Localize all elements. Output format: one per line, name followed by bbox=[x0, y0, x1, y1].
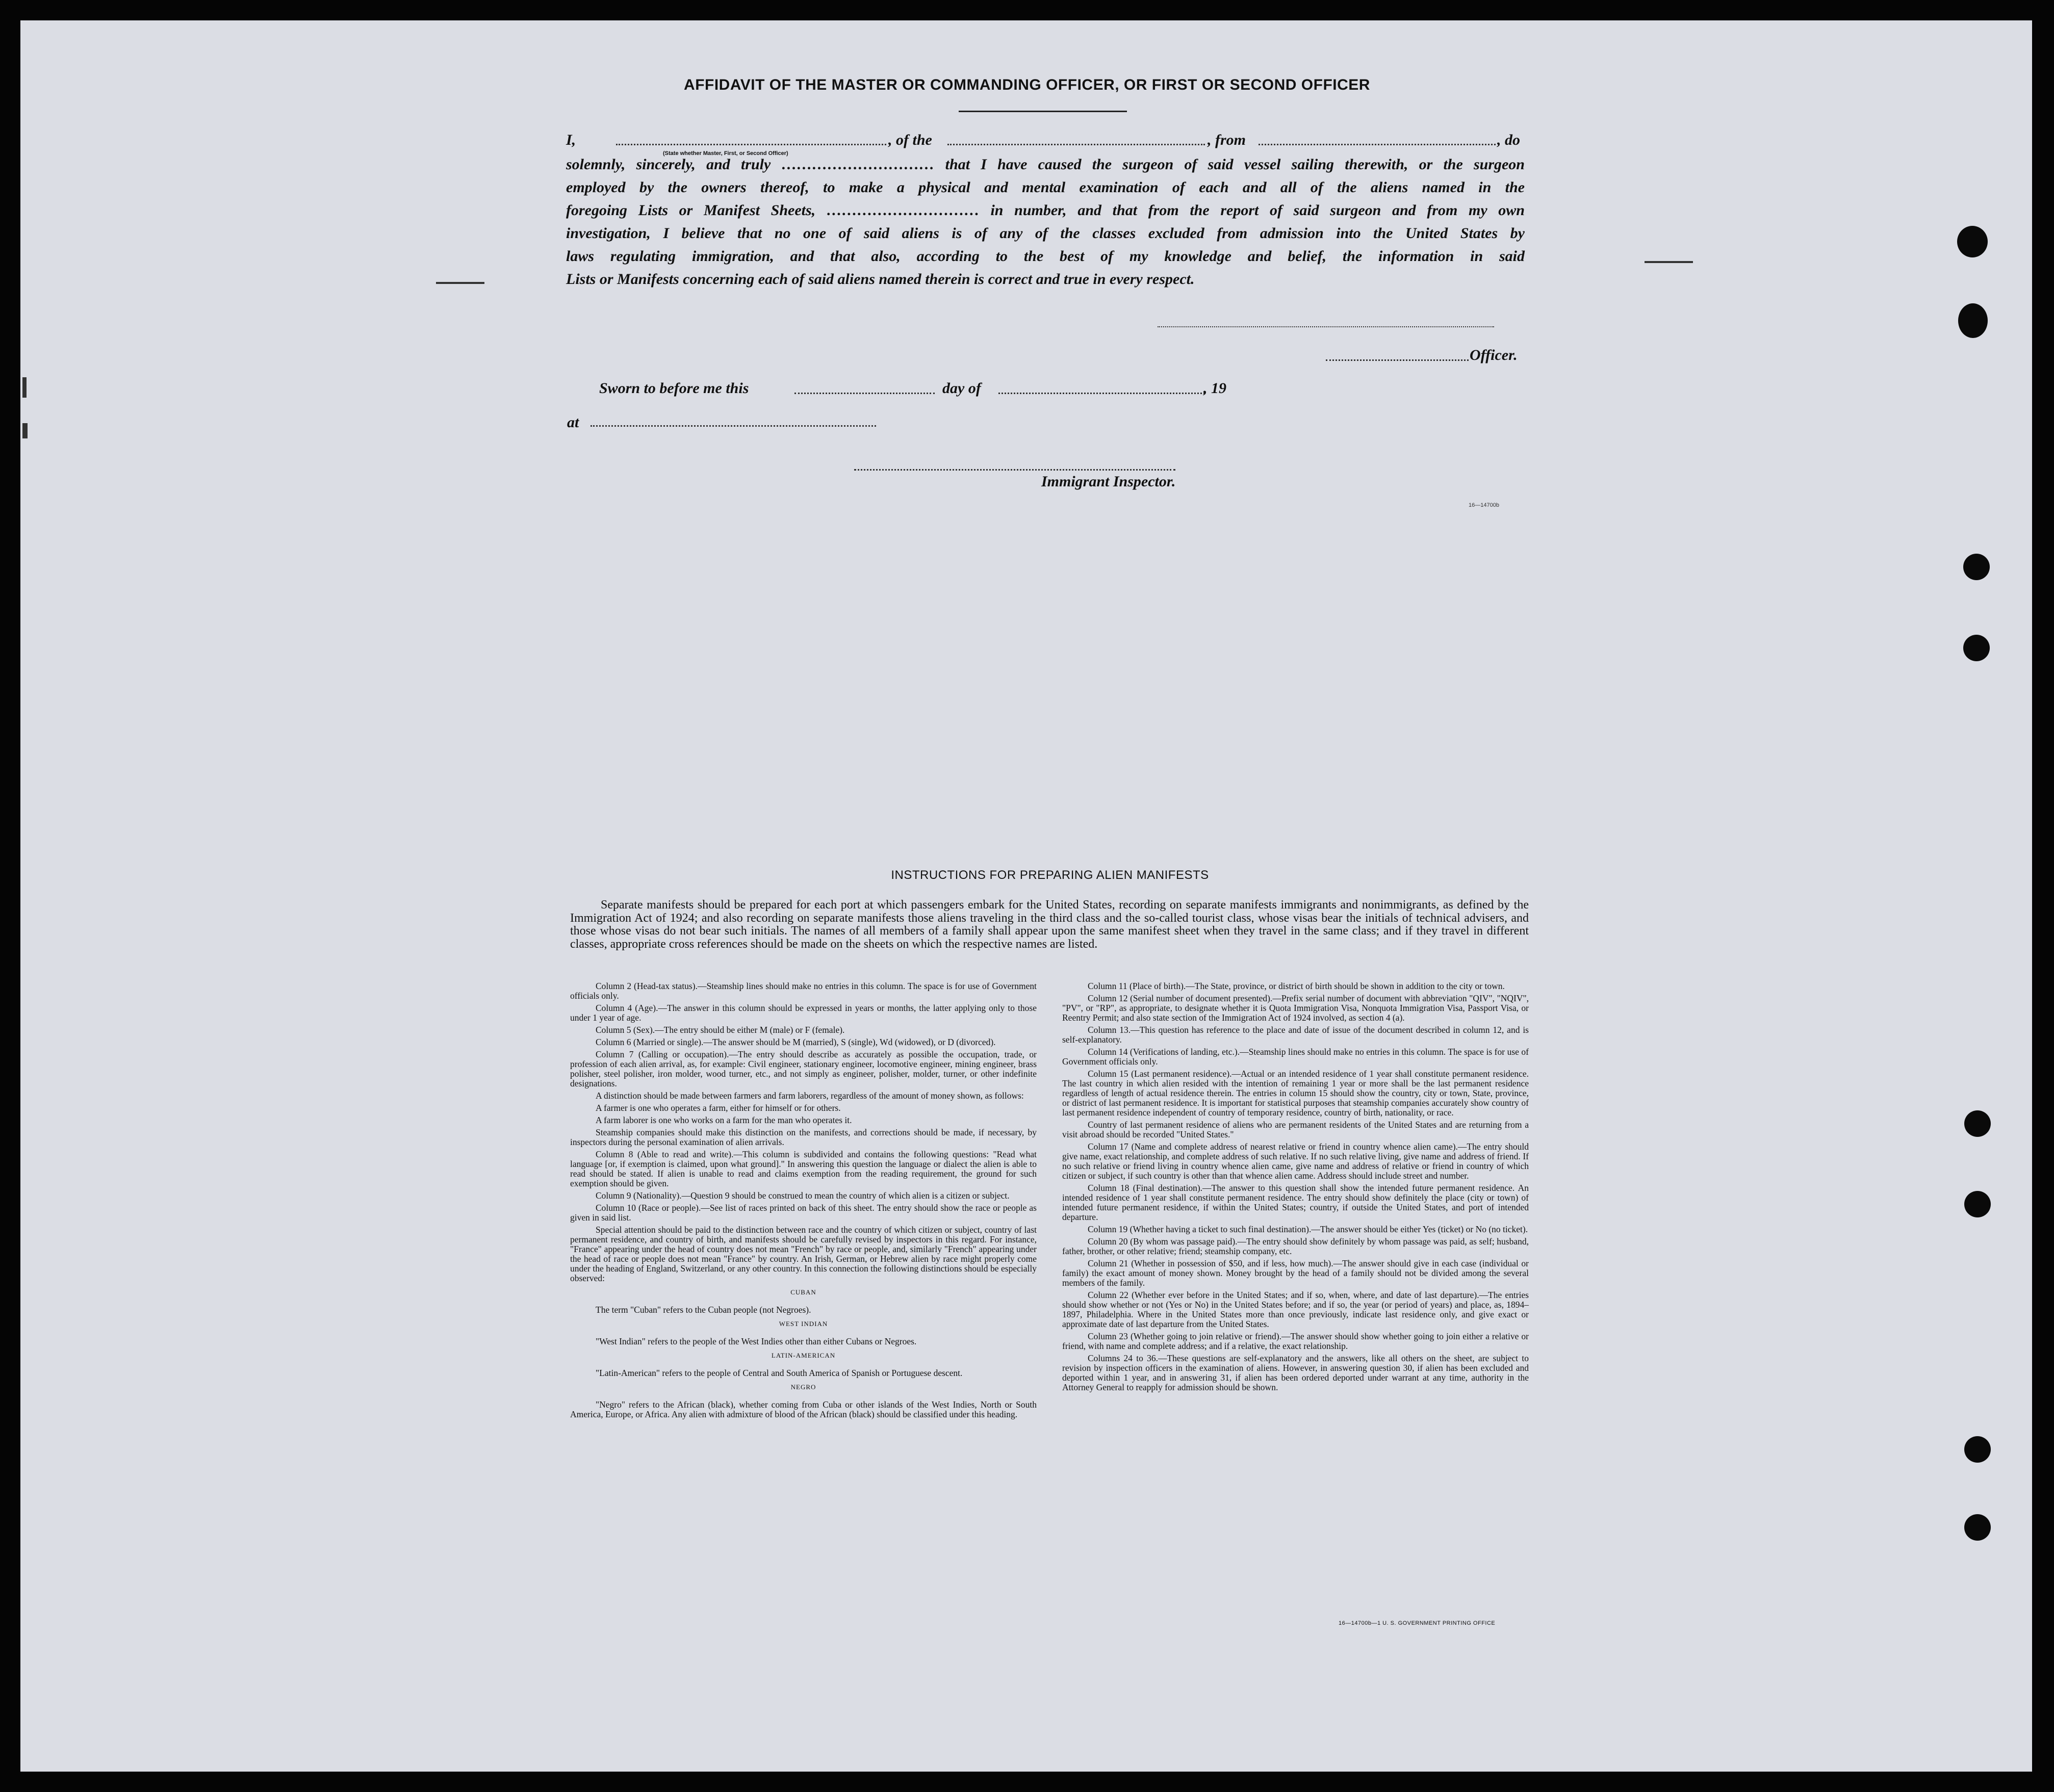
officer-title-field[interactable] bbox=[616, 144, 886, 145]
heading-cuban: CUBAN bbox=[790, 1288, 816, 1296]
vessel-name-field[interactable] bbox=[947, 144, 1205, 145]
note-race-country: Special attention should be paid to the distinction between race and the country of which citizen or subject, country of last permanent residence, and country of birth, and manifests should be carefully revised by inspectors in this regard. For instance, "France" appearing under the head of country does not mean "French" by race or people, and, similarly "French" appearing under the head of race or people does not mean "France" by country. An Irish, German, or Hebrew alien by race might properly come under the heading of England, Switzerland, or any other country. In this connection the following distinctions should be especially observed: bbox=[570, 1225, 1037, 1283]
affidavit-word-i: I, bbox=[566, 132, 576, 148]
affidavit-title: AFFIDAVIT OF THE MASTER OR COMMANDING OFFICER, OR FIRST OR SECOND OFFICER bbox=[684, 76, 1370, 93]
binder-hole bbox=[1964, 1191, 1991, 1217]
note-column-6: Column 6 (Married or single).—The answer should be M (married), S (single), Wd (widowed), or D (divorced). bbox=[596, 1037, 996, 1047]
note-column-18: Column 18 (Final destination).—The answer to this question shall show the intended future permanent residence. An intended residence of 1 year shall constitute permanent residence. The entry should show definitely the place (city or town) of intended future permanent residence, if within the United States; country, if outside the United States, and port of intended departure. bbox=[1062, 1183, 1529, 1222]
departure-port-field[interactable] bbox=[1259, 144, 1496, 145]
sworn-month-field[interactable] bbox=[998, 393, 1205, 394]
heading-latin-american: LATIN-AMERICAN bbox=[771, 1352, 836, 1359]
day-of-label: day of bbox=[942, 380, 981, 397]
sworn-label: Sworn to before me this bbox=[599, 380, 749, 397]
note-last-residence: Country of last permanent residence of aliens who are permanent residents of the United States and are returning from a visit abroad should be recorded "United States." bbox=[1062, 1120, 1529, 1139]
scan-mark bbox=[22, 423, 28, 438]
note-latin-american: "Latin-American" refers to the people of Central and South America of Spanish or Portuguese descent. bbox=[596, 1368, 963, 1378]
affidavit-line-6: laws regulating immigration, and that also, according to the best of my knowledge and belief, the information in said bbox=[566, 248, 1525, 265]
note-column-15: Column 15 (Last permanent residence).—Actual or an intended residence of 1 year shall constitute permanent residence. The last country in which alien resided with the intention of remaining 1 year or more shall be the last permanent residence regardless of length of actual residence therein. The entries in column 15 should show the country, city or town, State, province, or district of last permanent residence. It is important for statistical purposes that steamship companies accurately show country of last permanent residence independent of country of temporary residence, country of birth, nationality, or race. bbox=[1062, 1069, 1529, 1118]
note-column-10: Column 10 (Race or people).—See list of races printed on back of this sheet. The entry should show the race or people as given in said list. bbox=[570, 1203, 1037, 1223]
note-column-22: Column 22 (Whether ever before in the United States; and if so, when, where, and date of last departure).—The entries should show whether or not (Yes or No) in the United States before; and if so, the year (or period of years) and place, as, 1894–1897, Philadelphia. Where in the United States more than once previously, indicate last residence only, and give exact or approximate date of last departure from the United States. bbox=[1062, 1290, 1529, 1329]
note-columns-24-36: Columns 24 to 36.—These questions are self-explanatory and the answers, like all others on the sheet, are subject to revision by inspection officers in the examination of aliens. However, in answering question 30, if alien has been excluded and deported within 1 year, and in answering 31, if alien has been ordered deported under warrant at any time, authority in the Attorney General to reapply for admission should be shown. bbox=[1062, 1353, 1529, 1392]
year-label: , 19 bbox=[1203, 380, 1226, 397]
affidavit-line-4: foregoing Lists or Manifest Sheets, ………………………… in number, and that from the report of said surgeon and from my own bbox=[566, 202, 1525, 219]
binder-hole bbox=[1964, 1436, 1991, 1463]
binder-hole bbox=[1964, 1514, 1991, 1541]
note-farmer-distinction: A distinction should be made between farmers and farm laborers, regardless of the amount of money shown, as follows: bbox=[596, 1090, 1024, 1101]
binder-hole bbox=[1964, 1110, 1991, 1137]
printing-office-footer: 16—14700b—1 U. S. GOVERNMENT PRINTING OFFICE bbox=[1339, 1620, 1496, 1626]
instructions-title: INSTRUCTIONS FOR PREPARING ALIEN MANIFESTS bbox=[891, 868, 1209, 882]
officer-title-caption: (State whether Master, First, or Second Officer) bbox=[663, 150, 788, 157]
note-cuban: The term "Cuban" refers to the Cuban people (not Negroes). bbox=[596, 1305, 811, 1315]
note-column-11: Column 11 (Place of birth).—The State, province, or district of birth should be shown in addition to the city or town. bbox=[1088, 981, 1505, 991]
scan-mark bbox=[436, 282, 484, 284]
heading-negro: NEGRO bbox=[790, 1383, 816, 1391]
affidavit-line-3: employed by the owners thereof, to make a physical and mental examination of each and all of the aliens named in the bbox=[566, 179, 1525, 196]
heading-west-indian: WEST INDIAN bbox=[779, 1320, 828, 1328]
note-column-19: Column 19 (Whether having a ticket to such final destination).—The answer should be either Yes (ticket) or No (no ticket). bbox=[1088, 1224, 1528, 1234]
scan-mark bbox=[22, 377, 27, 398]
affidavit-line-7: Lists or Manifests concerning each of said aliens named therein is correct and true in every respect. bbox=[566, 271, 1195, 288]
binder-hole bbox=[1957, 226, 1988, 257]
note-column-5: Column 5 (Sex).—The entry should be either M (male) or F (female). bbox=[596, 1025, 845, 1035]
note-west-indian: "West Indian" refers to the people of the West Indies other than either Cubans or Negroes. bbox=[596, 1336, 917, 1346]
binder-hole bbox=[1963, 635, 1990, 661]
note-steamship-distinction: Steamship companies should make this distinction on the manifests, and corrections should be made, if necessary, by inspectors during the personal examination of alien arrivals. bbox=[570, 1127, 1037, 1147]
note-column-20: Column 20 (By whom was passage paid).—The entry should show definitely by whom passage was paid, as self; husband, father, brother, or other relative; friend; steamship company, etc. bbox=[1062, 1236, 1529, 1256]
instructions-left-column bbox=[570, 981, 1037, 1422]
note-column-12: Column 12 (Serial number of document presented).—Prefix serial number of document with abbreviation "QIV", "NQIV", "PV", or "RP", as appropriate, to designate whether it is Quota Immigration Visa, Nonquota Immigration Visa, Passport Visa, or Reentry Permit; and also state section of the Immigration Act of 1924 involved, as section 4 (a). bbox=[1062, 993, 1529, 1023]
binder-hole bbox=[1958, 303, 1988, 338]
note-negro: "Negro" refers to the African (black), whether coming from Cuba or other islands of the West Indies, North or South America, Europe, or Africa. Any alien with admixture of blood of the African (black) should be classified under this heading. bbox=[570, 1399, 1037, 1419]
officer-name-field[interactable] bbox=[1326, 359, 1469, 361]
note-column-14: Column 14 (Verifications of landing, etc.).—Steamship lines should make no entries in this column. The space is for use of Government officials only. bbox=[1062, 1047, 1529, 1067]
binder-hole bbox=[1963, 554, 1990, 580]
affidavit-word-from: , from bbox=[1208, 132, 1246, 148]
note-column-4: Column 4 (Age).—The answer in this column should be expressed in years or months, the latter applying only to those under 1 year of age. bbox=[570, 1003, 1037, 1023]
note-farmer: A farmer is one who operates a farm, either for himself or for others. bbox=[596, 1103, 841, 1113]
affidavit-line-2: solemnly, sincerely, and truly ………………………… that I have caused the surgeon of said vessel sailing therewith, or the surgeon bbox=[566, 156, 1525, 173]
note-column-8: Column 8 (Able to read and write).—This column is subdivided and contains the following questions: "Read what language [or, if exemption is claimed, upon what ground]." In answering this question the language or dialect the alien is able to read should be stated. If alien is unable to read and claims exemption from the reading requirement, the ground for such exemption should be given. bbox=[570, 1149, 1037, 1188]
inspector-signature-line[interactable] bbox=[854, 469, 1175, 471]
note-farm-laborer: A farm laborer is one who works on a farm for the man who operates it. bbox=[596, 1115, 852, 1125]
scan-mark bbox=[1645, 261, 1693, 263]
signature-line[interactable] bbox=[1158, 326, 1494, 327]
inspector-label: Immigrant Inspector. bbox=[1041, 473, 1176, 490]
officer-label: Officer. bbox=[1470, 347, 1518, 363]
note-column-2: Column 2 (Head-tax status).—Steamship lines should make no entries in this column. The space is for use of Government officials only. bbox=[570, 981, 1037, 1001]
affidavit-word-of-the: , of the bbox=[888, 132, 932, 148]
note-column-13: Column 13.—This question has reference to the place and date of issue of the document described in column 12, and is self-explanatory. bbox=[1062, 1025, 1529, 1045]
title-rule bbox=[959, 111, 1127, 112]
at-label: at bbox=[567, 414, 579, 431]
sworn-place-field[interactable] bbox=[590, 425, 876, 427]
note-column-9: Column 9 (Nationality).—Question 9 should be construed to mean the country of which alien is a citizen or subject. bbox=[596, 1190, 1010, 1201]
note-column-17: Column 17 (Name and complete address of nearest relative or friend in country whence alien came).—The entry should give name, exact relationship, and complete address of such relative. If no such relative living, give name and address of friend. If no such relative or friend living in country whence alien came, give name and address of relative or friend in country of which citizen or subject, if such country is other than that whence alien came. Address should include street and number. bbox=[1062, 1141, 1529, 1181]
note-column-21: Column 21 (Whether in possession of $50, and if less, how much).—The answer should give in each case (individual or family) the exact amount of money shown. Money brought by the head of a family should not be divided among the several members of the family. bbox=[1062, 1258, 1529, 1288]
sworn-day-field[interactable] bbox=[794, 393, 935, 394]
instructions-intro: Separate manifests should be prepared for each port at which passengers embark for the United States, recording on separate manifests immigrants and nonimmigrants, as defined by the Immigration Act of 1924; and also recording on separate manifests those aliens traveling in the third class and the so-called tourist class, whose visas bear the initials of technical advisers, and those whose visas do not bear such initials. The names of all members of a family shall appear upon the same manifest sheet when they travel in the same class; and if they travel in different classes, appropriate cross references should be made on the sheets on which the respective names are listed. bbox=[570, 898, 1529, 951]
affidavit-line-5: investigation, I believe that no one of said aliens is of any of the classes excluded from admission into the United States by bbox=[566, 225, 1525, 242]
affidavit-word-do: , do bbox=[1497, 132, 1520, 148]
form-number: 16—14700b bbox=[1469, 502, 1499, 508]
instructions-right-column bbox=[1062, 981, 1529, 1395]
note-column-23: Column 23 (Whether going to join relative or friend).—The answer should show whether going to join either a relative or friend, with name and complete address; and if a relative, the exact relationship. bbox=[1062, 1331, 1529, 1351]
note-column-7: Column 7 (Calling or occupation).—The entry should describe as accurately as possible the occupation, trade, or profession of each alien arrival, as, for example: Civil engineer, stationary engineer, locomotive engineer, mining engineer, brass polisher, steel polisher, iron molder, wood turner, etc., and not simply as engineer, polisher, molder, turner, or other indefinite designations. bbox=[570, 1049, 1037, 1088]
